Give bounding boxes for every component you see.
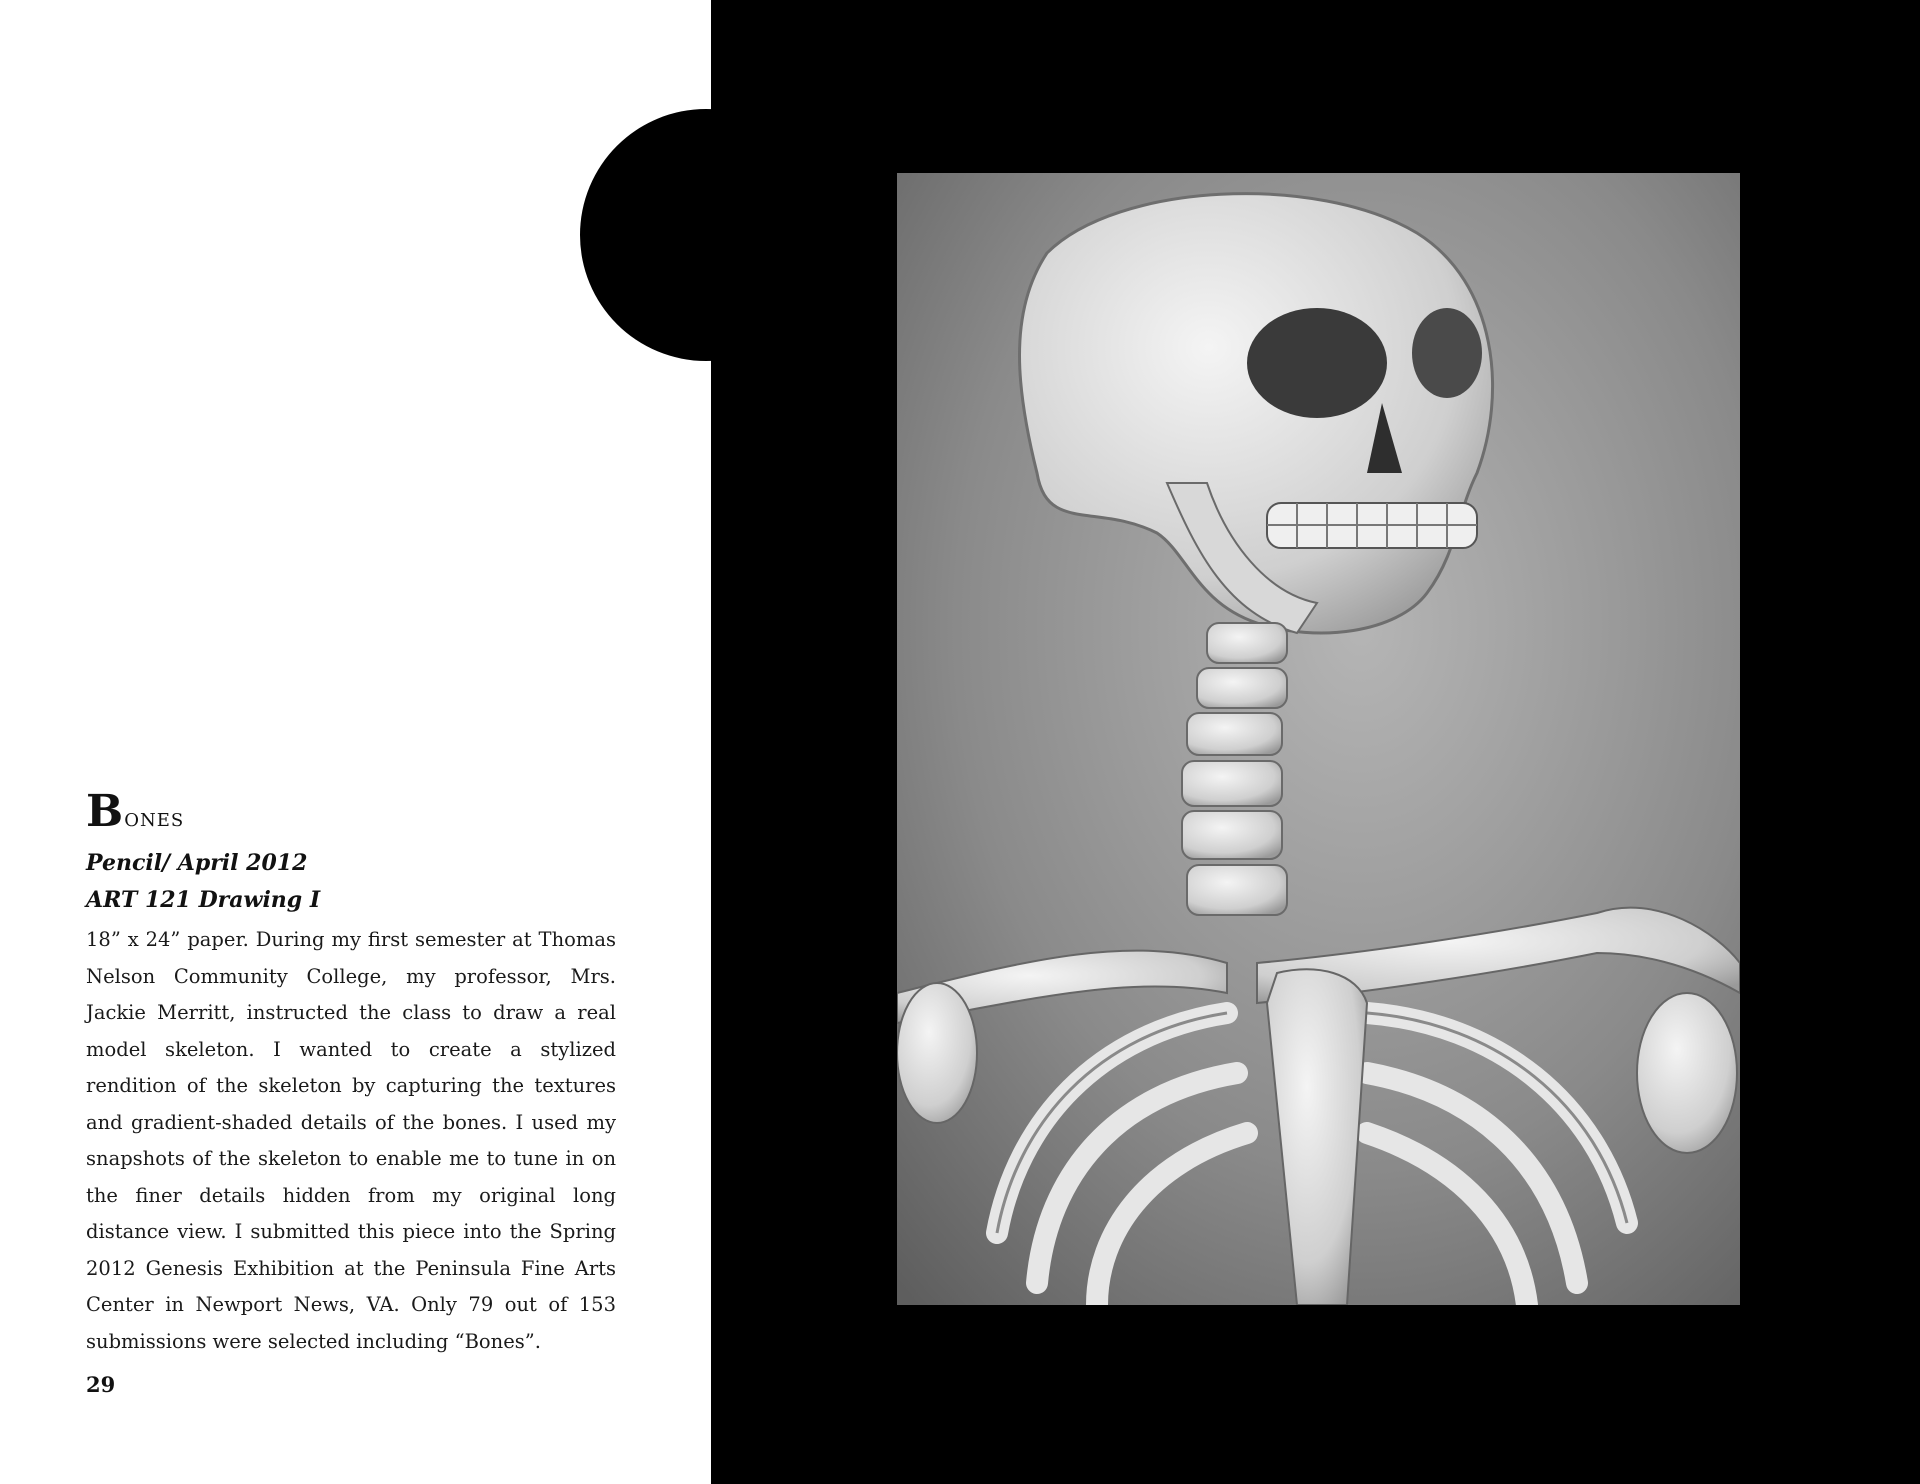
skeleton-drawing-image (897, 173, 1740, 1305)
medium-date-line: Pencil/ April 2012 (86, 850, 308, 876)
title-initial: B (86, 786, 125, 837)
course-line: ART 121 Drawing I (86, 887, 321, 913)
tab-circle (580, 109, 832, 361)
page-number: 29 (86, 1372, 116, 1397)
artwork-description: 18” x 24” paper. During my first semester at Thomas Nelson Community College, my professor, Mrs. Jackie Merritt, instructed the class to draw a real model skeleton. I wanted to create a stylized rendition of the skeleton by capturing the textures and gradient-shaded details of the bones. I used my snapshots of the skeleton to enable me to tune in on the finer details hidden from my original long distance view. I submitted this piece into the Spring 2012 Genesis Exhibition at the Peninsula Fine Arts Center in Newport News, VA. Only 79 out of 153 submissions were selected including “Bones”. (86, 928, 616, 1353)
artwork-title (86, 786, 185, 837)
artwork-skeleton-drawing (897, 173, 1740, 1305)
title-rest: ones (124, 803, 185, 833)
